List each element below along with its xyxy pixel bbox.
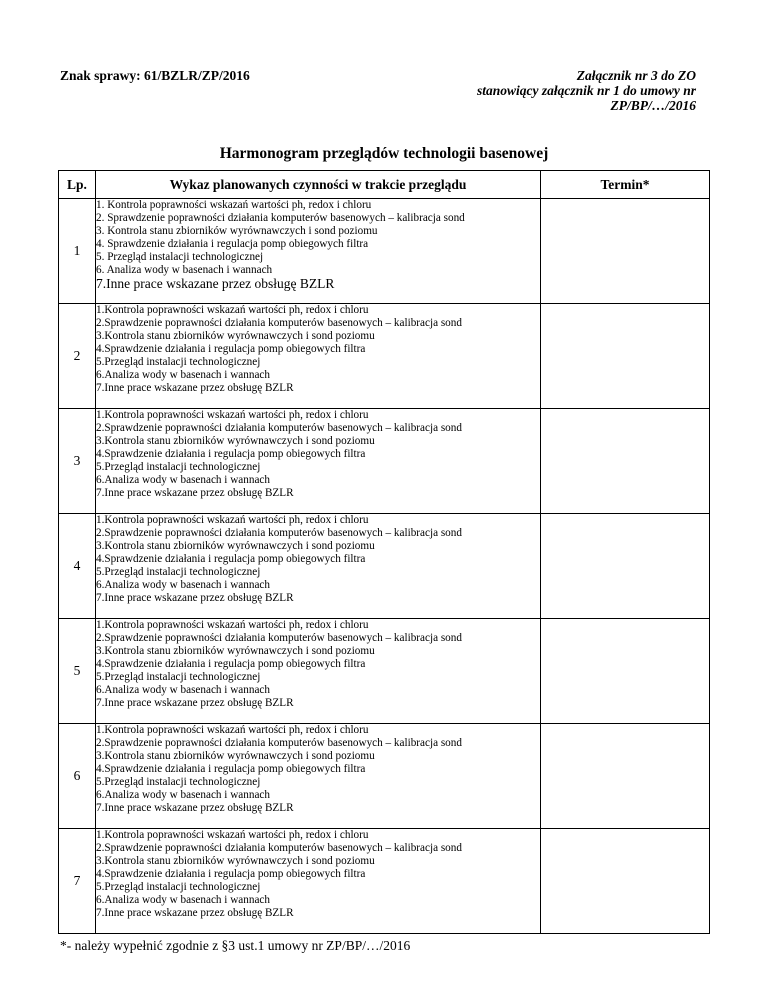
footnote: *- należy wypełnić zgodnie z §3 ust.1 umowy nr ZP/BP/…/2016 <box>60 938 411 953</box>
activity-item: 7.Inne prace wskazane przez obsługę BZLR <box>96 382 294 394</box>
activity-item: 6. Analiza wody w basenach i wannach <box>96 264 273 276</box>
table-row <box>59 829 710 934</box>
activity-item: 1.Kontrola poprawności wskazań wartości ph, redox i chloru <box>96 619 369 631</box>
activity-item: 2. Sprawdzenie poprawności działania komputerów basenowych – kalibracja sond <box>96 212 465 224</box>
activity-item: 2.Sprawdzenie poprawności działania komputerów basenowych – kalibracja sond <box>96 317 462 329</box>
activity-item: 3.Kontrola stanu zbiorników wyrównawczych i sond poziomu <box>96 540 375 552</box>
activity-item: 5. Przegląd instalacji technologicznej <box>96 251 264 263</box>
activities-cell <box>96 304 541 409</box>
activity-item: 1. Kontrola poprawności wskazań wartości ph, redox i chloru <box>96 199 372 211</box>
termin-cell[interactable] <box>541 514 710 619</box>
activities-cell <box>96 829 541 934</box>
termin-cell[interactable] <box>541 409 710 514</box>
column-header-lp: Lp. <box>59 171 96 199</box>
activity-item: 2.Sprawdzenie poprawności działania komputerów basenowych – kalibracja sond <box>96 422 462 434</box>
activity-item: 2.Sprawdzenie poprawności działania komputerów basenowych – kalibracja sond <box>96 527 462 539</box>
activity-item: 3.Kontrola stanu zbiorników wyrównawczych i sond poziomu <box>96 855 375 867</box>
table-body <box>59 199 710 934</box>
activity-item: 6.Analiza wody w basenach i wannach <box>96 894 270 906</box>
row-number: 2 <box>59 304 96 409</box>
activity-item: 1.Kontrola poprawności wskazań wartości ph, redox i chloru <box>96 514 369 526</box>
activity-item: 5.Przegląd instalacji technologicznej <box>96 881 261 893</box>
table-row <box>59 619 710 724</box>
activity-item: 6.Analiza wody w basenach i wannach <box>96 684 270 696</box>
activity-item: 1.Kontrola poprawności wskazań wartości ph, redox i chloru <box>96 409 369 421</box>
activity-item: 7.Inne prace wskazane przez obsługę BZLR <box>96 592 294 604</box>
activities-cell <box>96 409 541 514</box>
activity-item: 5.Przegląd instalacji technologicznej <box>96 356 261 368</box>
termin-cell[interactable] <box>541 829 710 934</box>
activity-item: 4.Sprawdzenie działania i regulacja pomp obiegowych filtra <box>96 658 366 670</box>
table-row <box>59 199 710 304</box>
activity-item: 6.Analiza wody w basenach i wannach <box>96 579 270 591</box>
table-row <box>59 304 710 409</box>
activity-item: 7.Inne prace wskazane przez obsługę BZLR <box>96 276 335 291</box>
activity-item: 3. Kontrola stanu zbiorników wyrównawczych i sond poziomu <box>96 225 378 237</box>
activity-item: 6.Analiza wody w basenach i wannach <box>96 789 270 801</box>
row-number: 7 <box>59 829 96 934</box>
activity-item: 4. Sprawdzenie działania i regulacja pomp obiegowych filtra <box>96 238 369 250</box>
table-row <box>59 724 710 829</box>
activity-item: 4.Sprawdzenie działania i regulacja pomp obiegowych filtra <box>96 553 366 565</box>
activity-item: 4.Sprawdzenie działania i regulacja pomp obiegowych filtra <box>96 448 366 460</box>
row-number: 1 <box>59 199 96 304</box>
activity-item: 2.Sprawdzenie poprawności działania komputerów basenowych – kalibracja sond <box>96 737 462 749</box>
column-header-activities: Wykaz planowanych czynności w trakcie przeglądu <box>96 171 541 199</box>
activity-item: 4.Sprawdzenie działania i regulacja pomp obiegowych filtra <box>96 763 366 775</box>
activity-item: 4.Sprawdzenie działania i regulacja pomp obiegowych filtra <box>96 868 366 880</box>
activity-item: 3.Kontrola stanu zbiorników wyrównawczych i sond poziomu <box>96 645 375 657</box>
activity-item: 6.Analiza wody w basenach i wannach <box>96 474 270 486</box>
attachment-note <box>477 68 696 113</box>
row-number: 3 <box>59 409 96 514</box>
activities-cell <box>96 724 541 829</box>
table-row <box>59 514 710 619</box>
schedule-table <box>58 170 710 934</box>
attachment-line: stanowiący załącznik nr 1 do umowy nr <box>476 83 696 98</box>
activity-item: 5.Przegląd instalacji technologicznej <box>96 461 261 473</box>
activity-item: 1.Kontrola poprawności wskazań wartości ph, redox i chloru <box>96 724 369 736</box>
termin-cell[interactable] <box>541 199 710 304</box>
row-number: 5 <box>59 619 96 724</box>
document-title: Harmonogram przeglądów technologii basenowej <box>219 145 549 162</box>
row-number: 4 <box>59 514 96 619</box>
table-row <box>59 409 710 514</box>
activity-item: 3.Kontrola stanu zbiorników wyrównawczych i sond poziomu <box>96 750 375 762</box>
activity-item: 2.Sprawdzenie poprawności działania komputerów basenowych – kalibracja sond <box>96 842 462 854</box>
activity-item: 5.Przegląd instalacji technologicznej <box>96 671 261 683</box>
activity-item: 7.Inne prace wskazane przez obsługę BZLR <box>96 487 294 499</box>
activity-item: 7.Inne prace wskazane przez obsługę BZLR <box>96 697 294 709</box>
activities-cell <box>96 514 541 619</box>
activity-item: 5.Przegląd instalacji technologicznej <box>96 776 261 788</box>
activity-item: 6.Analiza wody w basenach i wannach <box>96 369 270 381</box>
attachment-line: Załącznik nr 3 do ZO <box>576 68 696 83</box>
activity-item: 3.Kontrola stanu zbiorników wyrównawczych i sond poziomu <box>96 330 375 342</box>
table-header-row <box>59 171 710 199</box>
activity-item: 2.Sprawdzenie poprawności działania komputerów basenowych – kalibracja sond <box>96 632 462 644</box>
activity-item: 4.Sprawdzenie działania i regulacja pomp obiegowych filtra <box>96 343 366 355</box>
termin-cell[interactable] <box>541 619 710 724</box>
termin-cell[interactable] <box>541 724 710 829</box>
termin-cell[interactable] <box>541 304 710 409</box>
case-number: Znak sprawy: 61/BZLR/ZP/2016 <box>60 68 250 83</box>
activities-cell <box>96 199 541 304</box>
row-number: 6 <box>59 724 96 829</box>
activities-cell <box>96 619 541 724</box>
activity-item: 7.Inne prace wskazane przez obsługę BZLR <box>96 802 294 814</box>
column-header-termin: Termin* <box>541 171 710 199</box>
activity-item: 1.Kontrola poprawności wskazań wartości ph, redox i chloru <box>96 304 369 316</box>
activity-item: 5.Przegląd instalacji technologicznej <box>96 566 261 578</box>
attachment-line: ZP/BP/…/2016 <box>610 98 696 113</box>
activity-item: 3.Kontrola stanu zbiorników wyrównawczych i sond poziomu <box>96 435 375 447</box>
activity-item: 7.Inne prace wskazane przez obsługę BZLR <box>96 907 294 919</box>
activity-item: 1.Kontrola poprawności wskazań wartości ph, redox i chloru <box>96 829 369 841</box>
